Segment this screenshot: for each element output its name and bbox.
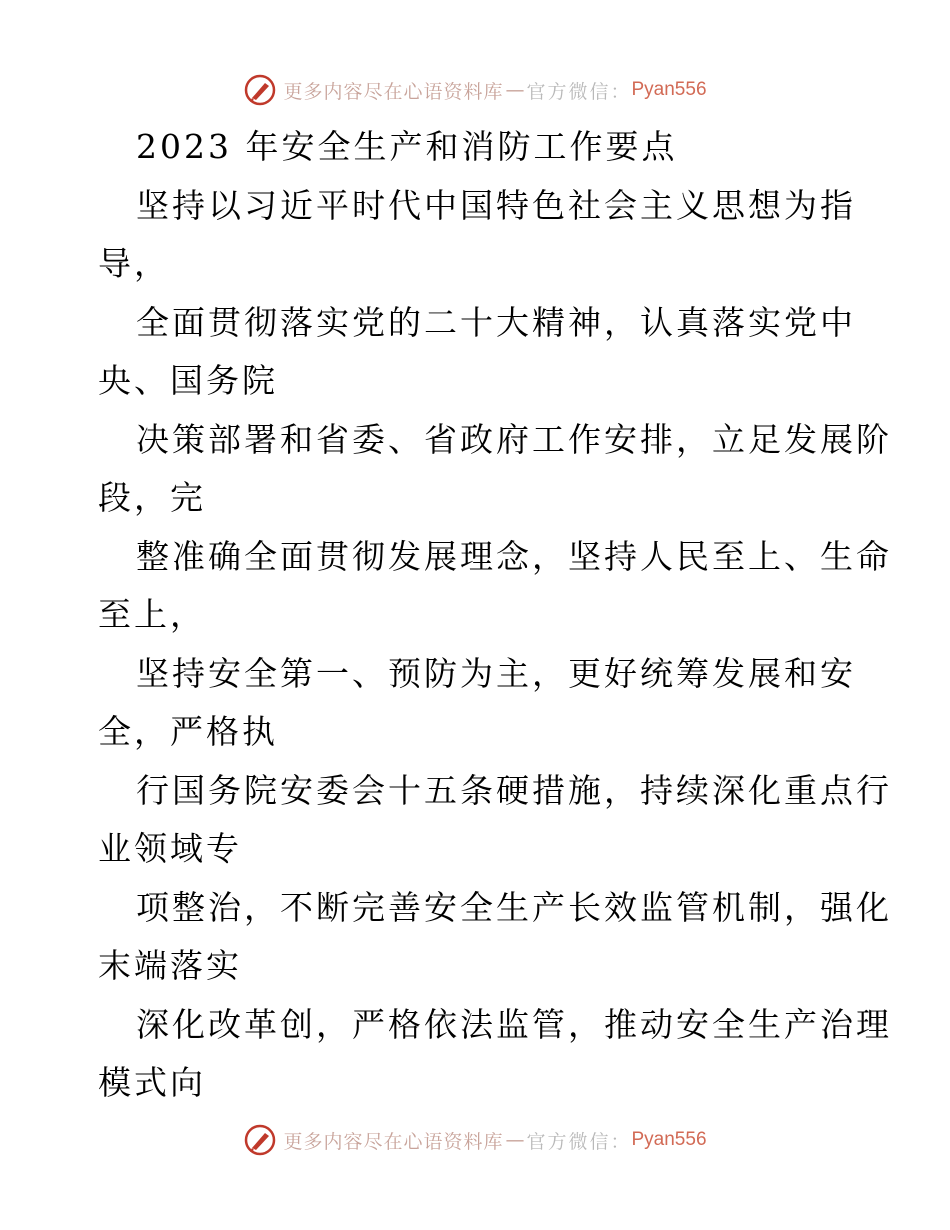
pen-logo-icon (243, 73, 277, 107)
document-title: 2023 年安全生产和消防工作要点 (136, 127, 678, 166)
paragraph-line: 坚持安全第一、预防为主，更好统筹发展和安 (136, 653, 856, 693)
paragraph-line: 深化改革创，严格依法监管，推动安全生产治理 (136, 1004, 892, 1044)
paragraph-line: 全面贯彻落实党的二十大精神，认真落实党中 (136, 302, 856, 342)
paragraph-line: 央、国务院 (98, 361, 278, 400)
paragraph-line: 决策部署和省委、省政府工作安排，立足发展阶 (136, 419, 892, 459)
paragraph-line: 坚持以习近平时代中国特色社会主义思想为指 (136, 185, 856, 225)
paragraph-line: 段，完 (98, 478, 206, 517)
document-body (98, 118, 892, 1113)
footer-watermark (0, 1120, 950, 1160)
paragraph-line: 整准确全面贯彻发展理念，坚持人民至上、生命 (136, 536, 892, 576)
watermark-official: 官方微信： (526, 80, 632, 103)
watermark-wechat-id: Pyan556 (631, 1129, 707, 1150)
watermark-text: 更多内容尽在心语资料库 (283, 1130, 504, 1153)
header-watermark (0, 70, 950, 110)
watermark-text: 更多内容尽在心语资料库 (283, 80, 504, 103)
pen-logo-icon (243, 1123, 277, 1157)
paragraph-line: 业领域专 (98, 829, 242, 868)
watermark-wechat-id: Pyan556 (631, 79, 707, 100)
paragraph-line: 全，严格执 (98, 712, 278, 751)
paragraph-line: 至上， (98, 595, 206, 634)
paragraph-line: 模式向 (98, 1063, 206, 1102)
paragraph-line: 行国务院安委会十五条硬措施，持续深化重点行 (136, 770, 892, 810)
paragraph-line: 末端落实 (98, 946, 242, 985)
watermark-official: 官方微信： (526, 1130, 632, 1153)
paragraph-line: 导， (98, 244, 170, 283)
watermark-dash: — (505, 1129, 525, 1151)
paragraph-line: 项整治，不断完善安全生产长效监管机制，强化 (136, 887, 892, 927)
watermark-dash: — (505, 79, 525, 101)
